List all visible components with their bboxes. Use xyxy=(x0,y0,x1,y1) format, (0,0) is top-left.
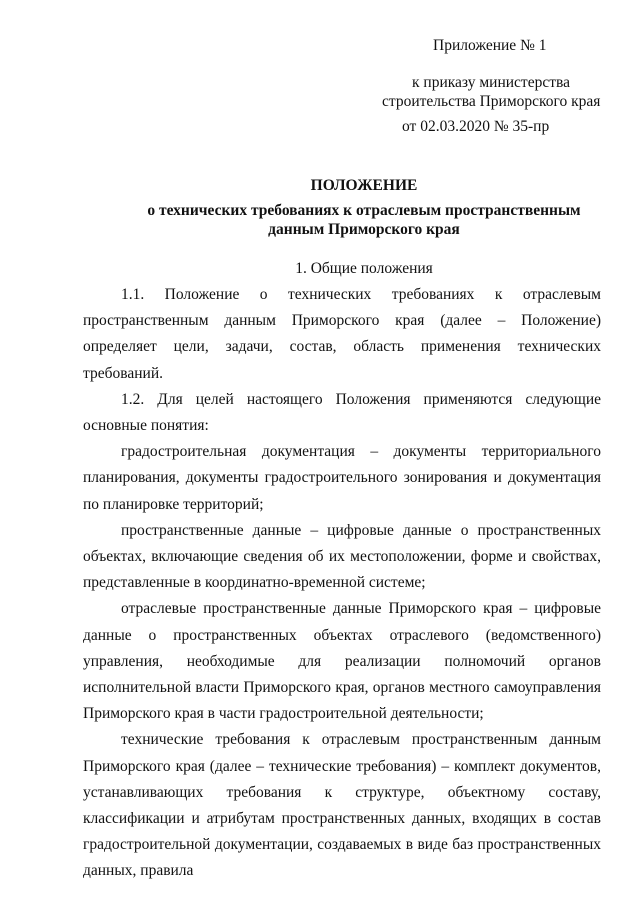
annex-order-reference: к приказу министерства xyxy=(412,74,570,91)
section-heading: 1. Общие положения xyxy=(295,260,433,277)
definition-technical-requirements: технические требования к отраслевым пространственным данным Приморского края (далее – технические требования) – комплект документов, устанавливающих требования к структуре, объектному составу, классификации и атрибутам пространственных данных, входящих в состав градостроительной документации, создаваемых в виде баз пространственных данных, правила xyxy=(83,731,601,880)
paragraph-1-1: 1.1. Положение о технических требованиях к отраслевым пространственным данным Приморского края (далее – Положение) определяет цели, задачи, состав, область применения технических требований. xyxy=(83,286,601,382)
definition-spatial-data: пространственные данные – цифровые данные о пространственных объектах, включающие сведения об их местоположении, форме и свойствах, представленные в координатно-временной системе; xyxy=(83,521,601,592)
annex-date: от 02.03.2020 № 35-пр xyxy=(402,118,550,135)
definition-urban-planning-docs: градостроительная документация – документы территориального планирования, документы градостроительного зонирования и документация по планировке территорий; xyxy=(83,443,601,513)
annex-ministry: строительства Приморского края xyxy=(382,93,601,110)
document-title: ПОЛОЖЕНИЕ xyxy=(310,177,418,194)
paragraph-1-2: 1.2. Для целей настоящего Положения применяются следующие основные понятия: xyxy=(83,390,601,435)
definition-sectoral-spatial-data: отраслевые пространственные данные Приморского края – цифровые данные о пространственных объектах отраслевого (ведомственного) управления, необходимые для реализации полномочий органов исполнительной власти Приморского края, органов местного самоуправления Приморского края в части градостроительной деятельности; xyxy=(83,600,601,723)
annex-number: Приложение № 1 xyxy=(433,37,547,54)
document-subtitle: о технических требованиях к отраслевым пространственным данным Приморского края xyxy=(147,202,581,238)
section-body xyxy=(83,282,601,885)
